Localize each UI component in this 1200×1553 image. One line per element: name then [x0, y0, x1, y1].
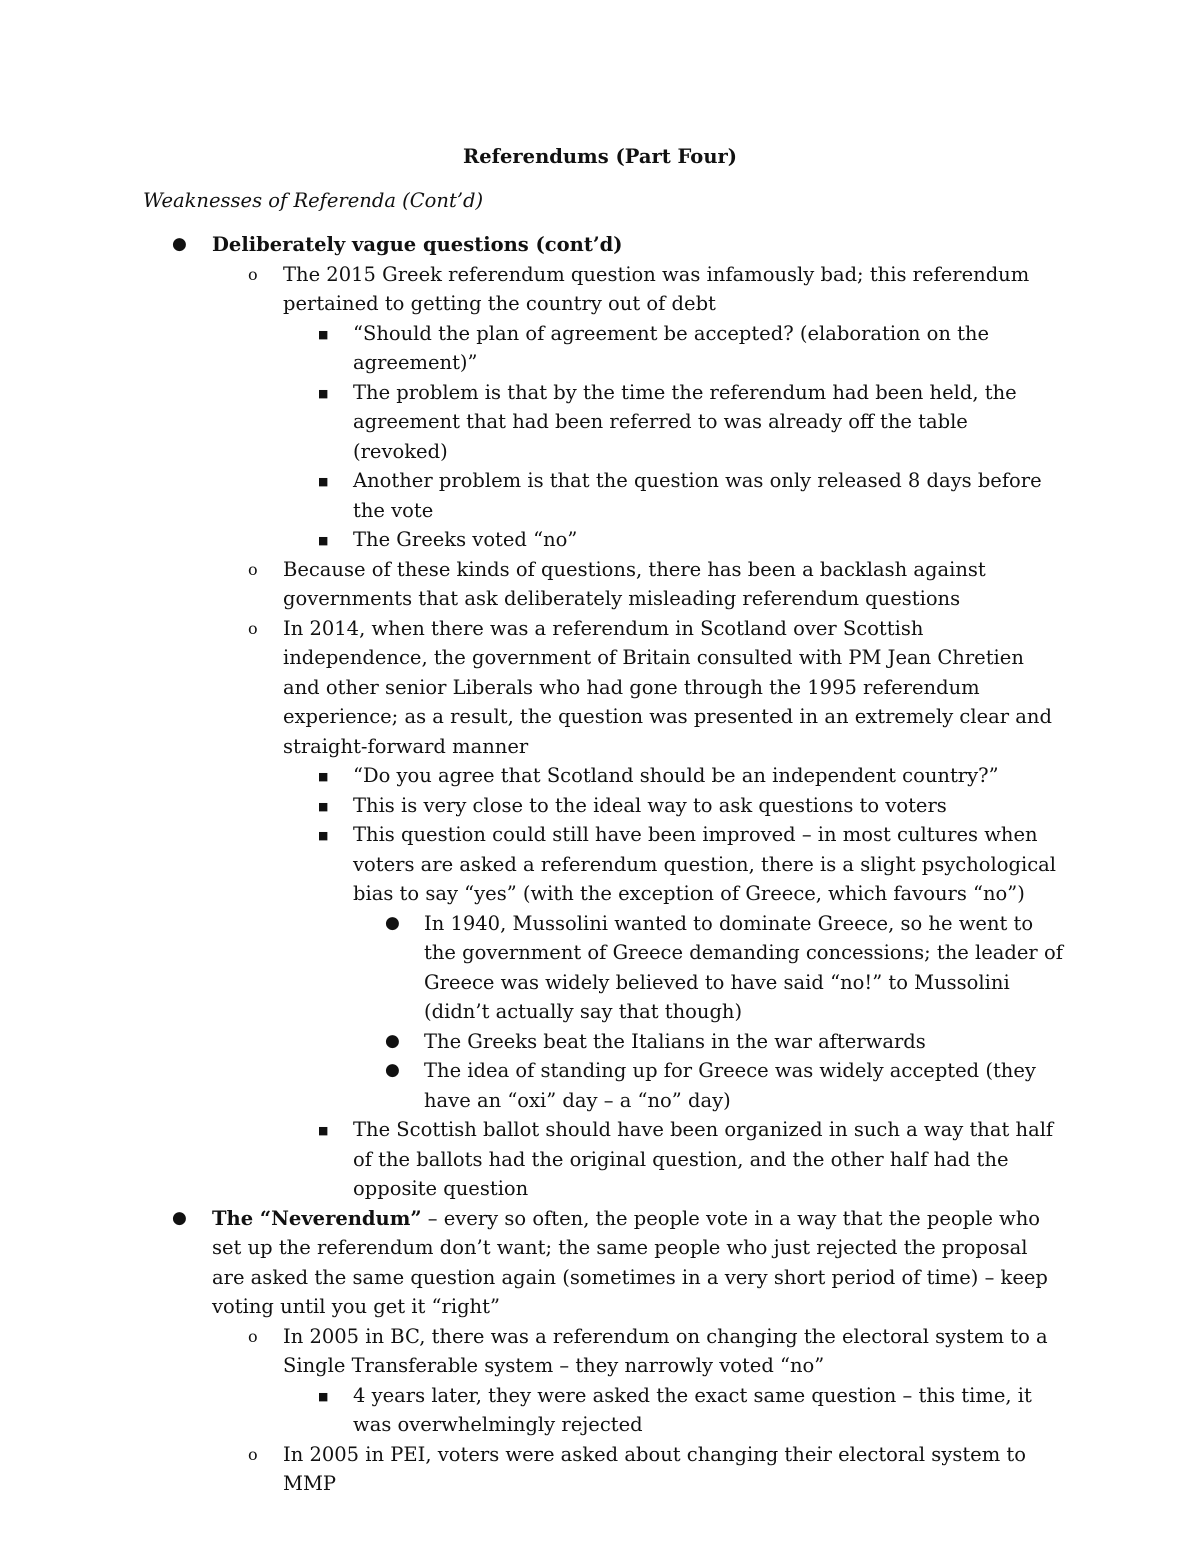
- disc-bullet-icon: ●: [385, 1030, 400, 1051]
- list-item-text: – every so often, the people vote in a way that the people who set up the referendum don’t want; the same people who just rejected the proposal are asked the same question again (sometimes in a very short period of time) – keep voting until you get it “right”: [212, 1206, 1048, 1318]
- list-item-level-3: [0, 525, 1200, 555]
- circle-bullet-icon: o: [248, 618, 258, 638]
- list-item-text: Another problem is that the question was only released 8 days before the vote: [353, 469, 1042, 522]
- list-item-level-2: [0, 614, 1200, 762]
- list-item-text: In 2005 in BC, there was a referendum on changing the electoral system to a Single Transferable system – they narrowly voted “no”: [283, 1324, 1048, 1377]
- square-bullet-icon: ■: [318, 475, 329, 488]
- list-item-text: The Greeks voted “no”: [353, 528, 578, 551]
- list-item-level-4: [0, 1027, 1200, 1057]
- page-title: Referendums (Part Four): [462, 145, 737, 168]
- circle-bullet-icon: o: [248, 559, 258, 579]
- list-item-text: In 2014, when there was a referendum in Scotland over Scottish independence, the government of Britain consulted with PM Jean Chretien and other senior Liberals who had gone through the 1995 referendum experience; as a result, the question was presented in an extremely clear and straight-forward manner: [283, 616, 1052, 758]
- circle-bullet-icon: o: [248, 1326, 258, 1346]
- square-bullet-icon: ■: [318, 534, 329, 547]
- list-item-text: The idea of standing up for Greece was widely accepted (they have an “oxi” day – a “no” day): [424, 1059, 1036, 1112]
- disc-bullet-icon: ●: [172, 1207, 187, 1228]
- square-bullet-icon: ■: [318, 1124, 329, 1137]
- list-item-text: 4 years later, they were asked the exact same question – this time, it was overwhelmingly rejected: [353, 1383, 1032, 1436]
- list-item-level-3: [0, 319, 1200, 378]
- circle-bullet-icon: o: [248, 264, 258, 284]
- list-item-level-3: [0, 378, 1200, 467]
- list-item-level-3: [0, 1381, 1200, 1440]
- list-item-bold-text: The “Neverendum”: [212, 1206, 422, 1230]
- list-item-text: This is very close to the ideal way to ask questions to voters: [353, 793, 947, 817]
- square-bullet-icon: ■: [318, 799, 329, 813]
- list-item-text: The Scottish ballot should have been organized in such a way that half of the ballots had the original question, and the other half had the opposite question: [353, 1118, 1054, 1200]
- square-bullet-icon: ■: [318, 829, 329, 842]
- list-item-level-4: [0, 909, 1200, 1027]
- list-item-bold-text: Deliberately vague questions (cont’d): [212, 233, 623, 256]
- list-item-level-1: [0, 1204, 1200, 1322]
- list-item-text: In 1940, Mussolini wanted to dominate Greece, so he went to the government of Greece demanding concessions; the leader of Greece was widely believed to have said “no!” to Mussolini (didn’t actually say that though): [424, 911, 1063, 1023]
- list-item-level-4: [0, 1056, 1200, 1115]
- list-item-level-2: [0, 1440, 1200, 1499]
- list-item-text: Because of these kinds of questions, there has been a backlash against governments that ask deliberately misleading referendum questions: [283, 557, 986, 610]
- list-item-text: “Do you agree that Scotland should be an independent country?”: [353, 764, 999, 787]
- list-item-text: “Should the plan of agreement be accepted? (elaboration on the agreement)”: [353, 321, 990, 374]
- disc-bullet-icon: ●: [385, 1060, 400, 1080]
- disc-bullet-icon: ●: [385, 912, 400, 933]
- disc-bullet-icon: ●: [172, 234, 187, 254]
- square-bullet-icon: ■: [318, 1389, 329, 1403]
- list-item-text: The problem is that by the time the referendum had been held, the agreement that had been referred to was already off the table (revoked): [353, 380, 1017, 463]
- square-bullet-icon: ■: [318, 327, 329, 341]
- list-item-text: The 2015 Greek referendum question was infamously bad; this referendum pertained to getting the country out of debt: [283, 262, 1030, 315]
- square-bullet-icon: ■: [318, 386, 329, 400]
- list-item-text: This question could still have been improved – in most cultures when voters are asked a referendum question, there is a slight psychological bias to say “yes” (with the exception of Greece, which favours “no”): [353, 823, 1056, 905]
- list-item-level-2: [0, 555, 1200, 614]
- list-item-level-3: [0, 791, 1200, 821]
- section-subtitle: Weaknesses of Referenda (Cont’d): [143, 189, 484, 212]
- list-item-text: In 2005 in PEI, voters were asked about changing their electoral system to MMP: [283, 1442, 1026, 1495]
- list-item-level-3: [0, 1115, 1200, 1204]
- square-bullet-icon: ■: [318, 770, 329, 783]
- list-item-text: The Greeks beat the Italians in the war afterwards: [424, 1029, 926, 1053]
- list-item-level-3: [0, 761, 1200, 791]
- list-item-level-2: [0, 260, 1200, 319]
- circle-bullet-icon: o: [248, 1444, 258, 1464]
- outline-list: [0, 230, 1200, 1499]
- list-item-level-2: [0, 1322, 1200, 1381]
- list-item-level-1: [0, 230, 1200, 260]
- list-item-level-3: [0, 820, 1200, 909]
- list-item-level-3: [0, 466, 1200, 525]
